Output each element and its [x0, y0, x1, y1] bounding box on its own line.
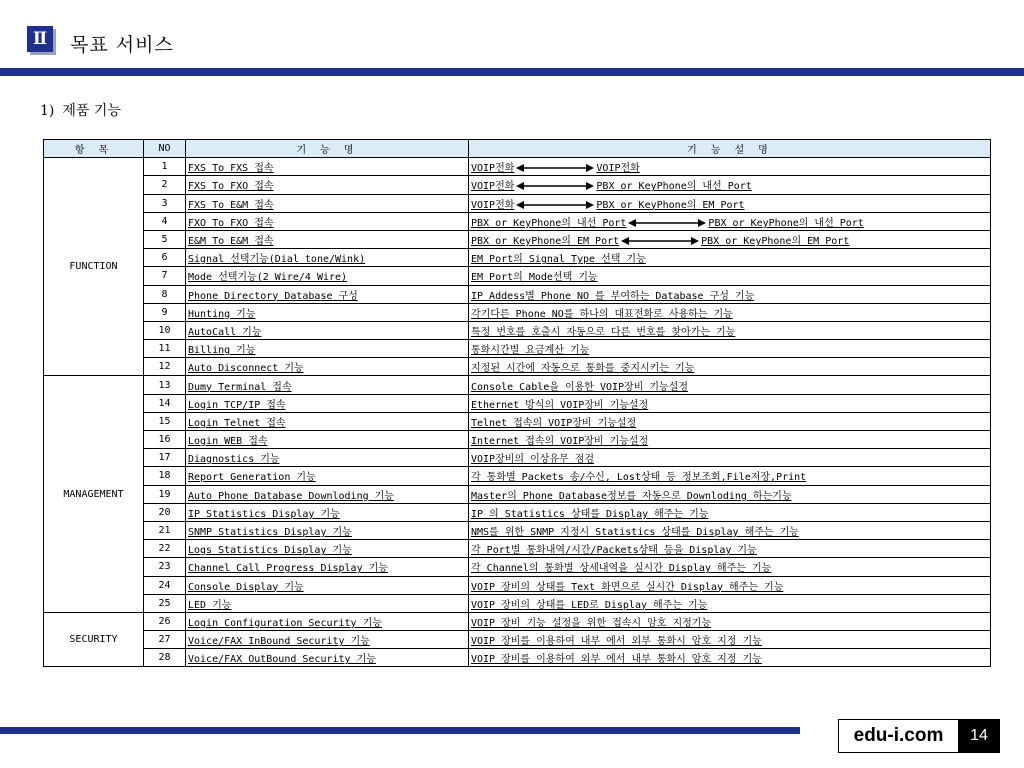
table-row: [44, 321, 991, 339]
connection-right: PBX or KeyPhone의 EM Port: [701, 236, 850, 248]
connection-left: PBX or KeyPhone의 EM Port: [471, 236, 620, 248]
row-number: 7: [144, 267, 186, 285]
feature-name: IP Statistics Display 기능: [186, 503, 469, 521]
feature-name: SNMP Statistics Display 기능: [186, 521, 469, 539]
table-row: [44, 631, 991, 649]
double-headed-arrow-icon: [621, 236, 699, 246]
feature-description: Ethernet 방식의 VOIP장비 기능설정: [469, 394, 991, 412]
row-number: 18: [144, 467, 186, 485]
feature-description: VOIP 장비 기능 설정을 위한 접속시 암호 지정기능: [469, 612, 991, 630]
row-number: 10: [144, 321, 186, 339]
feature-name: Console Display 기능: [186, 576, 469, 594]
feature-description: Master의 Phone Database정보를 자동으로 Downloding 하는기능: [469, 485, 991, 503]
brand-logo: edu-i.com: [838, 719, 959, 753]
chapter-badge: Ⅱ: [27, 26, 53, 52]
double-headed-arrow-icon: [628, 218, 706, 228]
table-row: [44, 485, 991, 503]
table-row: [44, 212, 991, 230]
row-number: 5: [144, 230, 186, 248]
table-row: [44, 376, 991, 394]
feature-name: Voice/FAX OutBound Security 기능: [186, 649, 469, 667]
row-number: 27: [144, 631, 186, 649]
feature-name: Report Generation 기능: [186, 467, 469, 485]
connection-left: VOIP전화: [471, 163, 515, 175]
row-number: 24: [144, 576, 186, 594]
section-number: 1): [40, 103, 55, 119]
feature-name: FXO To FXO 접속: [186, 212, 469, 230]
feature-name: Login WEB 접속: [186, 431, 469, 449]
row-number: 4: [144, 212, 186, 230]
row-number: 16: [144, 431, 186, 449]
feature-description: VOIP 장비를 이용하여 내부 에서 외부 통화시 암호 지정 기능: [469, 631, 991, 649]
table-row: [44, 558, 991, 576]
row-number: 21: [144, 521, 186, 539]
feature-description: 각 통화별 Packets 송/수신, Lost상태 등 정보조회,File저장,Print: [469, 467, 991, 485]
double-headed-arrow-icon: [516, 163, 594, 173]
double-headed-arrow-icon: [516, 181, 594, 191]
table-row: [44, 449, 991, 467]
row-number: 13: [144, 376, 186, 394]
feature-name: FXS To FXO 접속: [186, 176, 469, 194]
feature-name: FXS To E&M 접속: [186, 194, 469, 212]
description-connection: [469, 230, 991, 248]
table-header-row: [44, 140, 991, 158]
feature-name: Voice/FAX InBound Security 기능: [186, 631, 469, 649]
feature-description: 특정 번호를 호출시 자동으로 다른 번호를 찾아가는 기능: [469, 321, 991, 339]
row-number: 15: [144, 412, 186, 430]
row-number: 6: [144, 249, 186, 267]
feature-description: 통화시간별 요금계산 기능: [469, 340, 991, 358]
feature-description: 각 Port별 통화내역/시간/Packets상태 등을 Display 기능: [469, 540, 991, 558]
category-cell: MANAGEMENT: [44, 376, 144, 612]
feature-name: Logs Statistics Display 기능: [186, 540, 469, 558]
table-body: [44, 158, 991, 667]
row-number: 22: [144, 540, 186, 558]
table-row: [44, 540, 991, 558]
table-row: [44, 230, 991, 248]
row-number: 8: [144, 285, 186, 303]
table-row: [44, 521, 991, 539]
row-number: 28: [144, 649, 186, 667]
feature-description: Internet 접속의 VOIP장비 기능설정: [469, 431, 991, 449]
feature-table: [43, 139, 991, 667]
page-number: 14: [958, 719, 1000, 753]
table-row: [44, 394, 991, 412]
feature-description: Console Cable을 이용한 VOIP장비 기능설정: [469, 376, 991, 394]
feature-description: 지정된 시간에 자동으로 통화를 중지시키는 기능: [469, 358, 991, 376]
table-row: [44, 467, 991, 485]
table-row: [44, 194, 991, 212]
connection-right: PBX or KeyPhone의 EM Port: [596, 199, 745, 211]
feature-name: Signal 선택기능(Dial tone/Wink): [186, 249, 469, 267]
description-connection: [469, 158, 991, 176]
row-number: 3: [144, 194, 186, 212]
table-row: [44, 612, 991, 630]
row-number: 1: [144, 158, 186, 176]
feature-name: LED 기능: [186, 594, 469, 612]
feature-name: Mode 선택기능(2 Wire/4 Wire): [186, 267, 469, 285]
feature-description: EM Port의 Signal Type 선택 기능: [469, 249, 991, 267]
feature-name: Auto Phone Database Downloding 기능: [186, 485, 469, 503]
feature-name: AutoCall 기능: [186, 321, 469, 339]
connection-left: PBX or KeyPhone의 내선 Port: [471, 217, 627, 229]
page-title: 목표 서비스: [70, 34, 174, 56]
feature-description: VOIP 장비를 이용하여 외부 에서 내부 통화시 암호 지정 기능: [469, 649, 991, 667]
feature-name: Channel Call Progress Display 기능: [186, 558, 469, 576]
feature-name: Hunting 기능: [186, 303, 469, 321]
table-row: [44, 158, 991, 176]
feature-description: 각기다른 Phone NO를 하나의 대표전화로 사용하는 기능: [469, 303, 991, 321]
feature-name: Login Configuration Security 기능: [186, 612, 469, 630]
table-row: [44, 249, 991, 267]
header-description: 기 능 설 명: [469, 140, 991, 158]
table-row: [44, 594, 991, 612]
description-connection: [469, 194, 991, 212]
table-row: [44, 412, 991, 430]
feature-description: IP Addess별 Phone NO 를 부여하는 Database 구성 기능: [469, 285, 991, 303]
row-number: 17: [144, 449, 186, 467]
table-row: [44, 303, 991, 321]
connection-right: PBX or KeyPhone의 내선 Port: [596, 181, 752, 193]
table-row: [44, 576, 991, 594]
connection-left: VOIP전화: [471, 199, 515, 211]
feature-description: EM Port의 Mode선택 기능: [469, 267, 991, 285]
feature-name: Dumy Terminal 접속: [186, 376, 469, 394]
category-cell: SECURITY: [44, 612, 144, 667]
table-row: [44, 649, 991, 667]
feature-name: Billing 기능: [186, 340, 469, 358]
feature-name: Login TCP/IP 접속: [186, 394, 469, 412]
row-number: 2: [144, 176, 186, 194]
feature-description: VOIP 장비의 상태를 Text 화면으로 실시간 Display 해주는 기능: [469, 576, 991, 594]
feature-description: VOIP장비의 이상유무 점검: [469, 449, 991, 467]
table-row: [44, 431, 991, 449]
feature-description: 각 Channel의 통화별 상세내역을 실시간 Display 해주는 기능: [469, 558, 991, 576]
row-number: 11: [144, 340, 186, 358]
section-title: 제품 기능: [62, 103, 121, 119]
row-number: 23: [144, 558, 186, 576]
row-number: 26: [144, 612, 186, 630]
row-number: 14: [144, 394, 186, 412]
feature-name: Phone Directory Database 구성: [186, 285, 469, 303]
feature-name: FXS To FXS 접속: [186, 158, 469, 176]
connection-right: PBX or KeyPhone의 내선 Port: [708, 217, 864, 229]
row-number: 19: [144, 485, 186, 503]
feature-name: Login Telnet 접속: [186, 412, 469, 430]
feature-description: NMS를 위한 SNMP 지정시 Statistics 상태를 Display 해주는 기능: [469, 521, 991, 539]
row-number: 25: [144, 594, 186, 612]
feature-description: IP 의 Statistics 상태를 Display 해주는 기능: [469, 503, 991, 521]
header-category: 항 목: [44, 140, 144, 158]
header-feature: 기 능 명: [186, 140, 469, 158]
table-row: [44, 358, 991, 376]
header-divider: [0, 68, 1024, 76]
table-row: [44, 176, 991, 194]
double-headed-arrow-icon: [516, 200, 594, 210]
header-no: NO: [144, 140, 186, 158]
feature-name: Diagnostics 기능: [186, 449, 469, 467]
feature-name: Auto Disconnect 기능: [186, 358, 469, 376]
category-cell: FUNCTION: [44, 158, 144, 376]
row-number: 20: [144, 503, 186, 521]
table-row: [44, 285, 991, 303]
row-number: 9: [144, 303, 186, 321]
table-row: [44, 267, 991, 285]
section-heading: [40, 100, 121, 120]
feature-name: E&M To E&M 접속: [186, 230, 469, 248]
connection-left: VOIP전화: [471, 181, 515, 193]
description-connection: [469, 212, 991, 230]
feature-description: Telnet 접속의 VOIP장비 기능설정: [469, 412, 991, 430]
feature-description: VOIP 장비의 상태를 LED로 Display 해주는 기능: [469, 594, 991, 612]
description-connection: [469, 176, 991, 194]
connection-right: VOIP전화: [596, 163, 640, 175]
row-number: 12: [144, 358, 186, 376]
table-row: [44, 503, 991, 521]
footer-divider: [0, 727, 800, 734]
table-row: [44, 340, 991, 358]
